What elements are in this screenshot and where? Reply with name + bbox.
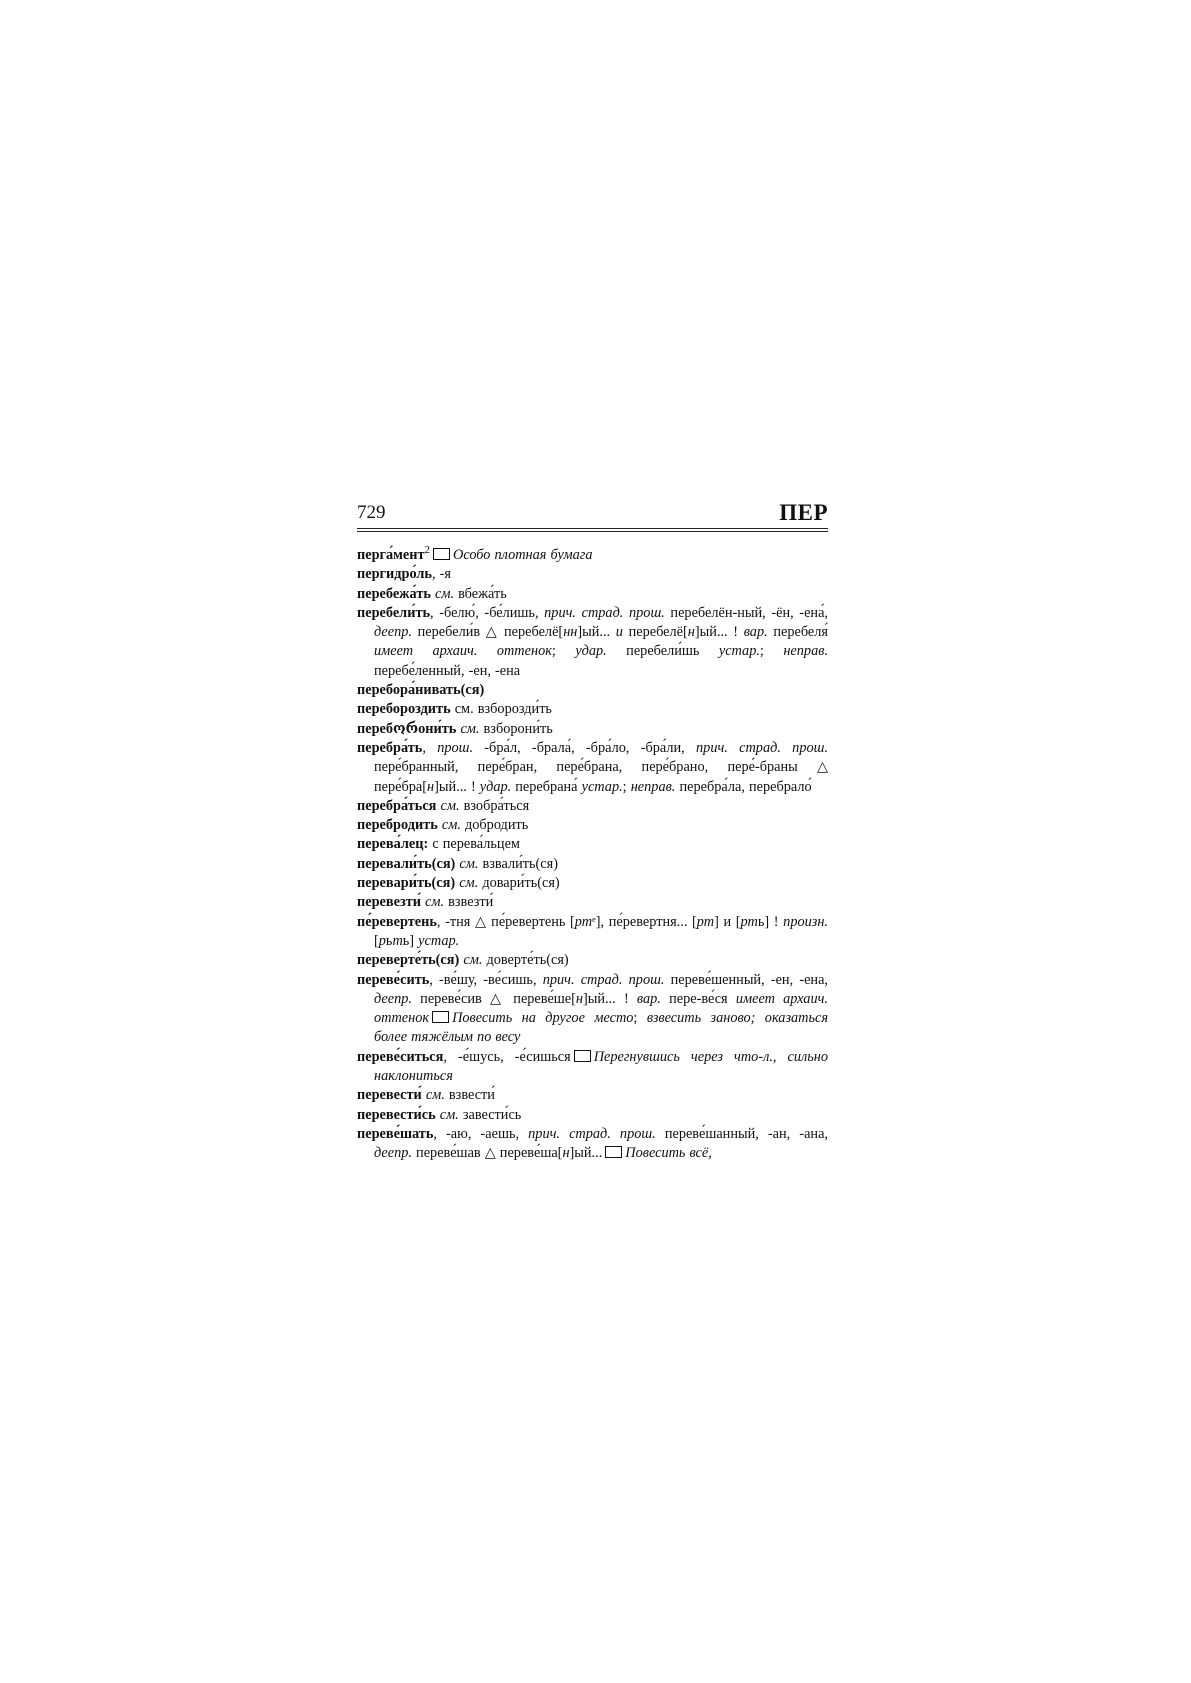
italic-note: Повесить всё, [625,1145,712,1162]
entry-text: ]ый... [577,624,616,641]
headword: перевали́ть(ся) [357,855,456,872]
entry-text: , -е́шусь, -е́сишься [443,1048,571,1065]
headword: перебели́ть [357,604,431,621]
headword: пе́ревертень [357,913,437,930]
headword: перебора́нивать(ся) [357,682,485,699]
entry-text: переве́сив △ переве́ше[ [411,990,576,1007]
entry-text: ]ый... [569,1145,603,1162]
italic-note: см. [425,894,445,911]
headword: перебра́ться [357,797,437,814]
entry-text: , -тня △ пе́ревертень [ [436,913,575,930]
entry-text: перебра́ла, перебрало́ [675,778,812,795]
entry-text: [ [374,932,379,949]
entry-text: ь] [402,932,419,949]
dictionary-entry [357,874,828,893]
italic-note: устар. [718,643,760,660]
italic-note: рт [740,913,758,930]
entry-text: ; [551,643,576,660]
italic-note: деепр. [374,1145,412,1162]
headword: перебежа́ть [357,585,431,602]
entry-text: перебелён-ный, -ён, -ена́, [664,604,828,621]
italic-note: деепр. [374,624,412,641]
entry-text: , -белю́, -бе́лишь, [430,604,545,621]
italic-note: н [687,624,695,641]
entry-text: взвали́ть(ся) [478,855,558,872]
italic-note: прич. страд. прош. [544,604,665,621]
headword: перевести́сь [357,1106,436,1123]
italic-note: имеет архаич. оттенок [374,643,552,660]
italic-note: произн. [783,913,829,930]
italic-note: см. [459,875,479,892]
italic-note: имеет архаич. оттенок [374,990,828,1027]
dictionary-entry [357,604,828,681]
headword: переверте́ть(ся) [357,952,460,969]
entry-text: , -аю, -аешь, [433,1125,529,1142]
headword: перевести́ [357,1087,422,1104]
entry-text: добродить [460,817,529,834]
headword: переве́ситься [357,1048,444,1065]
entry-text: переве́шенный, -ен, -ена, [664,971,829,988]
entry-text: вбежа́ть [454,585,507,602]
header-rule [357,528,828,529]
dictionary-entry [357,565,828,584]
italic-note: рт [696,913,715,930]
entry-text: взвезти́ [444,894,494,911]
entry-text: , -я [432,566,451,583]
entry-text: ; [759,643,784,660]
headword: перебродить [357,817,438,834]
italic-note: н [427,778,435,795]
dictionary-entry [357,720,828,739]
dictionary-entry [357,585,828,604]
entry-text: ᵉ], пе́ревертня... [ [592,913,697,930]
italic-note: прич. страд. прош. [542,971,665,988]
entry-text: пере-ве́ся [660,990,736,1007]
page-number: 729 [357,502,386,523]
entry-text: взвести́ [444,1087,495,1104]
italic-note: устар. [581,778,623,795]
headword: пергидро́ль [357,566,432,583]
dictionary-entry [357,1125,828,1164]
entry-text: с перева́льцем [428,836,520,853]
page-header [357,490,828,528]
entry-text: перебели́шь [606,643,719,660]
entry-text: -бра́л, -брала́, -бра́ло, -бра́ли, [473,739,697,756]
entry-text: перебеля́ [767,624,828,641]
entry-text: ; [633,1010,647,1027]
headword: переве́шать [357,1125,434,1142]
dictionary-entry [357,951,828,970]
entry-text: завести́сь [458,1106,522,1123]
italic-note: неправ. [630,778,676,795]
entry-text: перебе́ленный, -ен, -ена [374,662,521,679]
entry-text: перебрана́ [511,778,582,795]
headword: перебра́ть [357,739,423,756]
headword: перева́лец: [357,836,429,853]
italic-note: устар. [418,932,460,949]
entry-text: взборони́ть [479,720,553,737]
entry-text: ] и [ [714,913,741,930]
entry-text: переве́шав △ переве́ша[ [411,1145,563,1162]
italic-note: удар. [575,643,607,660]
dictionary-entry [357,1086,828,1105]
entry-text: см. взборозди́ть [450,701,552,718]
italic-note: взвесить заново; оказаться более тяжёлым по весу [374,1010,828,1046]
headword: перевари́ть(ся) [357,875,456,892]
entry-text: пере́бранный, пере́бран, пере́брана, пере́брано, пере́-браны △ пере́бра[ [374,759,828,795]
italic-note: удар. [479,778,512,795]
definition-box-icon [432,1011,449,1023]
italic-note: см. [463,952,483,969]
italic-note: и [615,624,623,641]
headword: перебороздить [357,701,451,718]
italic-note: см. [440,797,460,814]
dictionary-entry [357,700,828,719]
dictionary-entry [357,739,828,797]
italic-note: вар. [743,624,768,641]
section-letters: ПЕР [779,500,828,525]
definition-box-icon [433,548,450,560]
headword: переве́сить [357,971,430,988]
italic-note: см. [439,1106,459,1123]
italic-note: н [575,990,584,1007]
homonym-index: 2 [424,544,431,557]
entry-text: довари́ть(ся) [478,875,560,892]
entry-text: ]ый... ! [694,624,744,641]
italic-note: см. [441,817,461,834]
italic-note: см. [459,855,479,872]
header-rule-second [357,531,828,532]
italic-note: Повесить на другое место [452,1010,634,1027]
dictionary-entry [357,893,828,912]
entry-text: ь [385,932,393,949]
italic-note: см. [425,1087,445,1104]
dictionary-entry [357,546,828,565]
headword: перевезти́ [357,894,421,911]
entry-text: ]ый... ! [583,990,637,1007]
dictionary-entry [357,971,828,1048]
entry-text: взобра́ться [459,797,530,814]
headword: перебორони́ть [357,720,457,737]
headword: перга́мент [357,547,425,563]
entry-text: перебели́в △ перебелё[ [411,624,564,641]
dictionary-entry [357,816,828,835]
dictionary-entry [357,797,828,816]
italic-note: р [378,932,386,949]
dictionary-entry [357,681,828,700]
italic-note: прош. [437,739,474,756]
italic-note: неправ. [783,643,829,660]
italic-note: н [562,1145,570,1162]
italic-note: деепр. [374,990,412,1007]
italic-note: т [392,932,403,949]
italic-note: нн [563,624,578,641]
italic-note: рт [574,913,593,930]
italic-note: Перегнувшись через что-л., сильно наклониться [374,1048,828,1085]
entry-text: перебелё[ [622,624,688,641]
definition-box-icon [574,1050,591,1062]
dictionary-entry [357,1106,828,1125]
dictionary-entry [357,835,828,854]
dictionary-entry [357,913,828,952]
italic-note: вар. [636,990,661,1007]
italic-note: прич. страд. прош. [528,1125,656,1142]
entry-text: , [422,739,438,756]
entry-text: ; [622,778,631,795]
entry-text: ь] ! [757,913,784,930]
dictionary-entries [357,546,828,1164]
entry-text: переве́шанный, -ан, -ана, [655,1125,828,1142]
dictionary-entry [357,1048,828,1087]
italic-note: прич. страд. прош. [696,739,828,756]
definition-box-icon [605,1146,622,1158]
italic-note: см. [460,720,480,737]
entry-text: ]ый... ! [434,778,480,795]
entry-text: , -ве́шу, -ве́сишь, [429,971,543,988]
entry-text: доверте́ть(ся) [482,952,569,969]
dictionary-entry [357,855,828,874]
italic-note: см. [435,585,455,602]
italic-note: Особо плотная бумага [453,547,593,563]
